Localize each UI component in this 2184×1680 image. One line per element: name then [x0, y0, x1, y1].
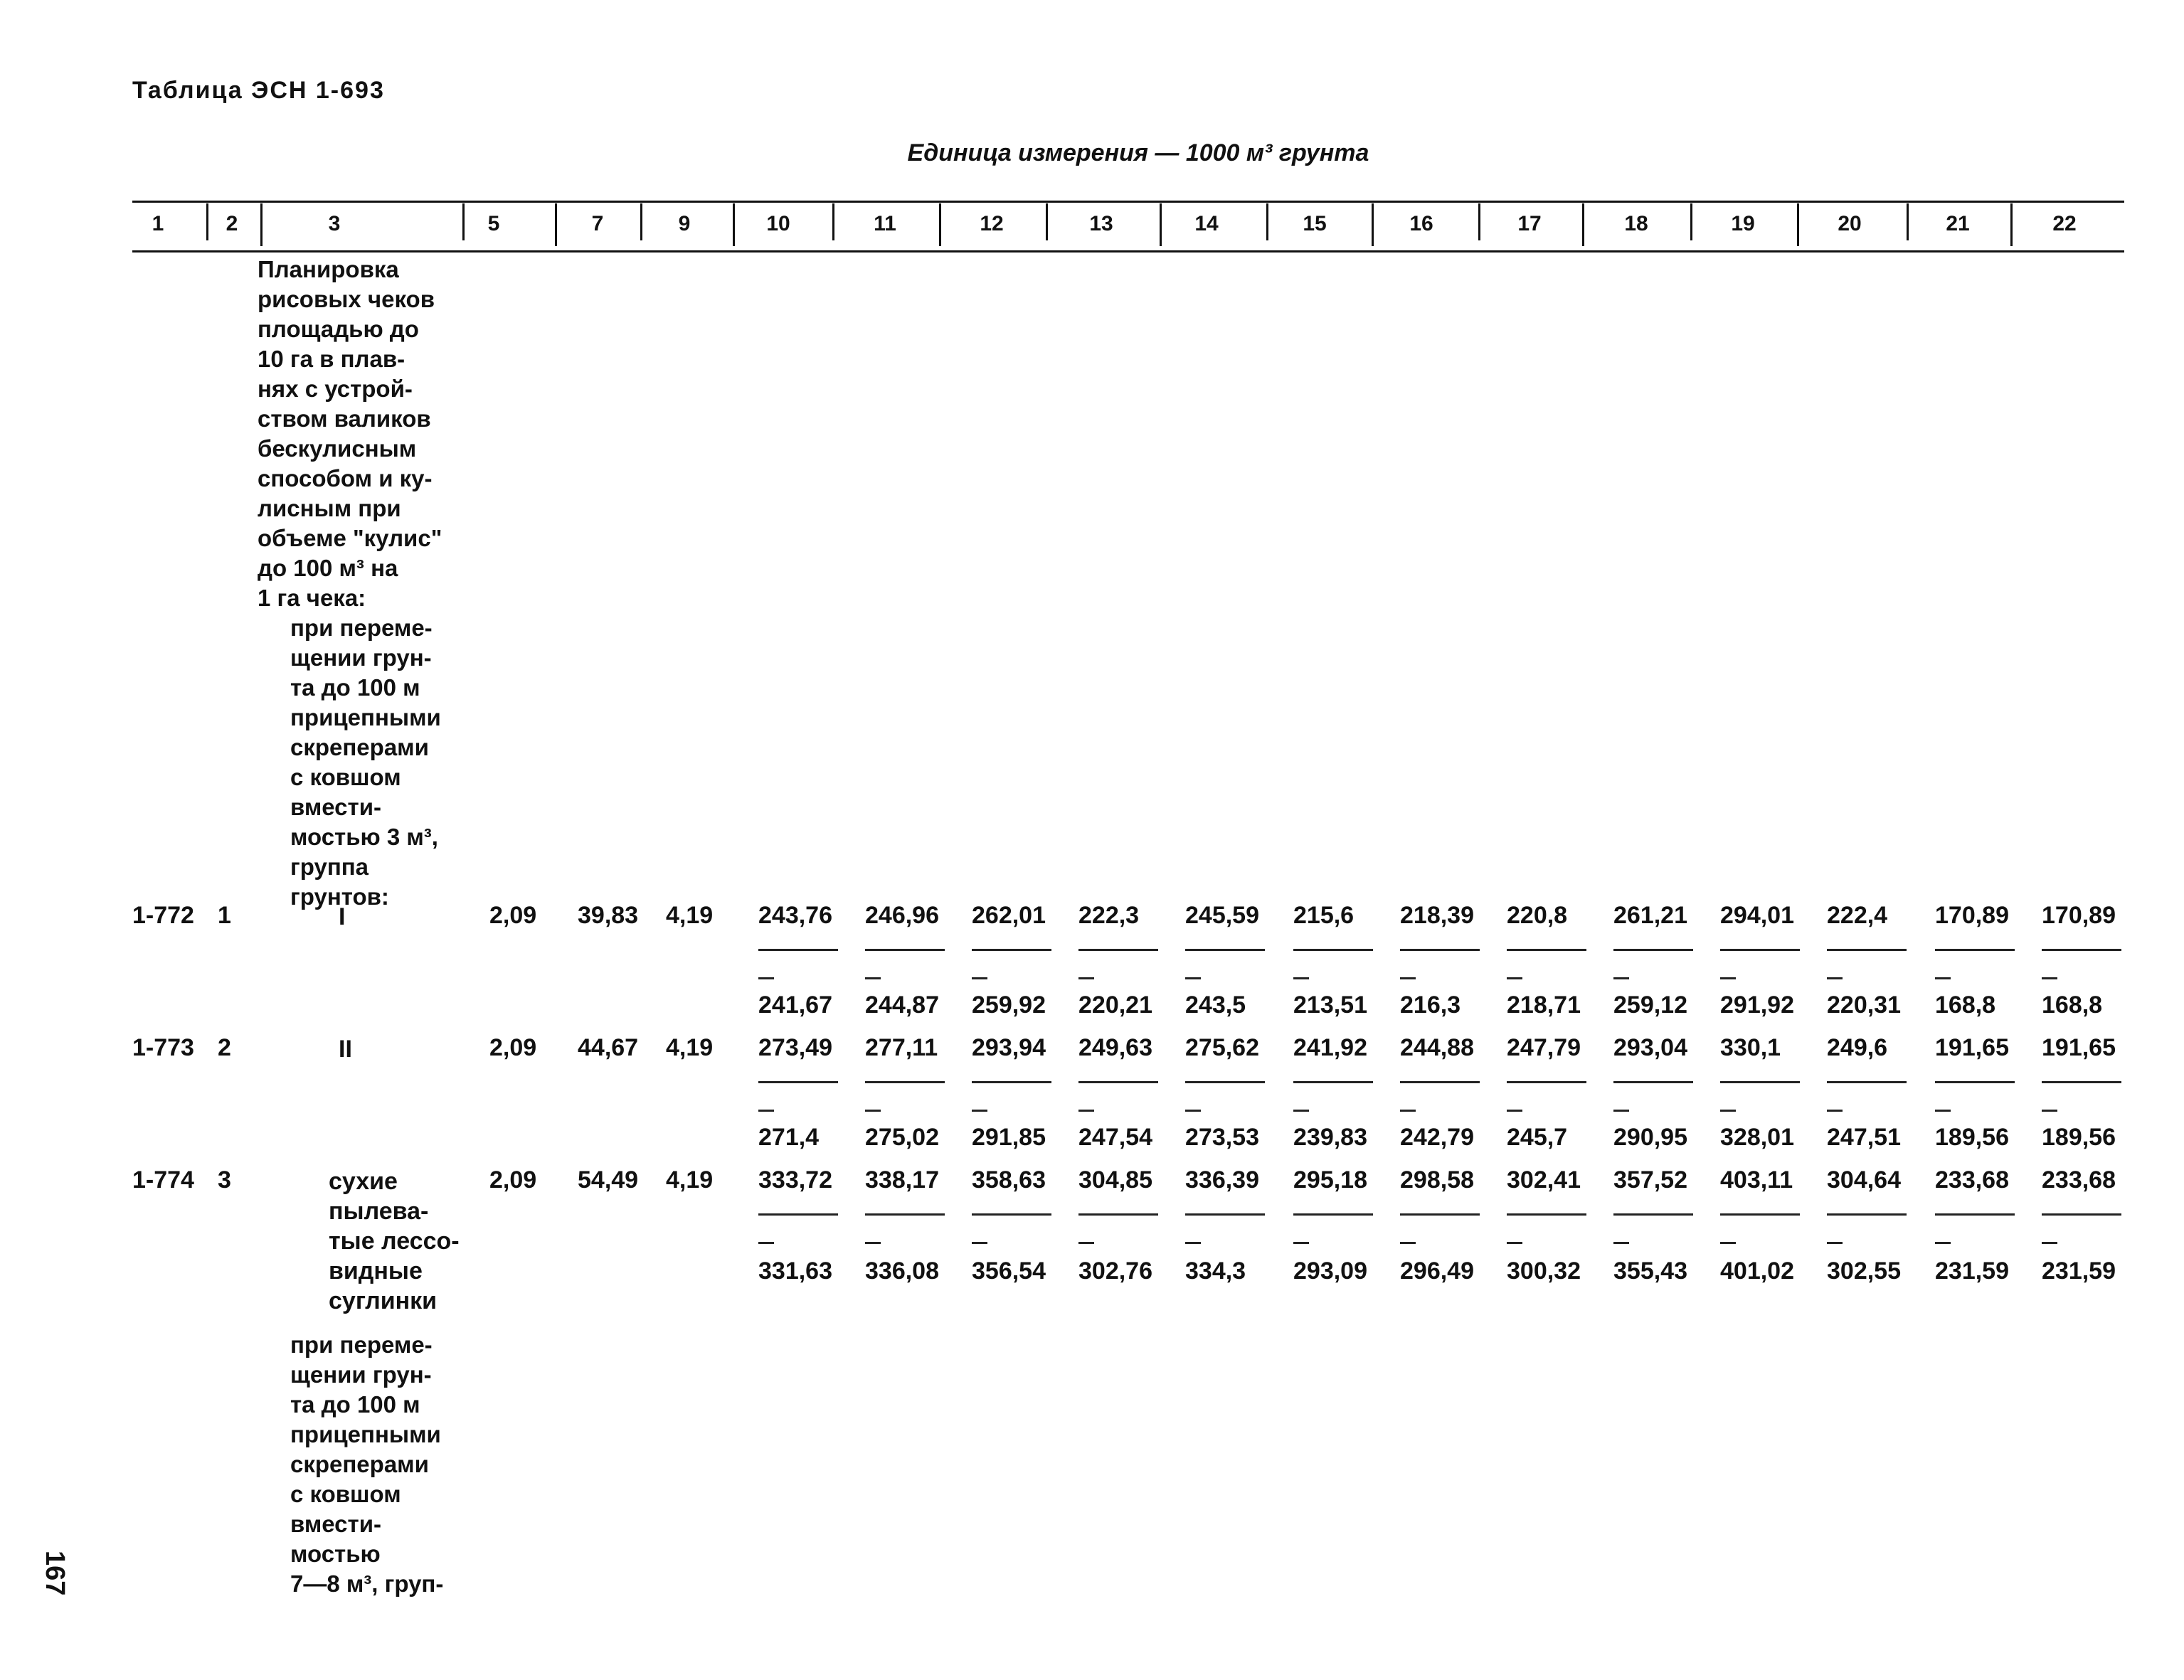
fraction-line [1827, 1213, 1907, 1216]
value-top: 222,3 [1078, 902, 1140, 929]
header-separator [462, 203, 465, 240]
value-bottom: 242,79 [1400, 1124, 1474, 1151]
fraction-dash [1613, 1110, 1629, 1112]
value-col-5: 2,09 [489, 902, 537, 929]
fraction-dash [1507, 1242, 1522, 1244]
fraction-line [865, 949, 945, 951]
fraction-line [2042, 949, 2121, 951]
value-top: 215,6 [1293, 902, 1355, 929]
header-separator [832, 203, 834, 240]
value-bottom: 328,01 [1720, 1124, 1794, 1151]
value-top: 246,96 [865, 902, 939, 929]
fraction-dash [1935, 1110, 1951, 1112]
fraction-line [1827, 949, 1907, 951]
fraction-dash [1293, 1110, 1309, 1112]
value-bottom: 247,51 [1827, 1124, 1901, 1151]
value-bottom: 189,56 [1935, 1124, 2009, 1151]
column-header: 21 [1946, 212, 1970, 235]
fraction-line [1507, 1081, 1586, 1083]
fraction-dash [1078, 1242, 1094, 1244]
fraction-line [1293, 1213, 1373, 1216]
soil-group: сухие пылева- тые лессо- видные суглинки [329, 1168, 460, 1314]
value-bottom: 273,53 [1185, 1124, 1259, 1151]
value-top: 275,62 [1185, 1034, 1259, 1061]
header-separator [1797, 203, 1799, 246]
column-header: 5 [487, 212, 500, 235]
fraction-dash [1185, 1242, 1201, 1244]
page-number: 167 [40, 1551, 70, 1596]
row-number: 2 [218, 1034, 231, 1061]
value-top: 277,11 [865, 1034, 938, 1061]
value-col-9: 4,19 [666, 1166, 714, 1193]
value-top: 295,18 [1293, 1166, 1367, 1193]
fraction-dash [1720, 1242, 1736, 1244]
fraction-line [1507, 949, 1586, 951]
value-bottom: 291,92 [1720, 991, 1794, 1019]
fraction-line [972, 1213, 1051, 1216]
row-number: 3 [218, 1166, 231, 1193]
value-top: 218,39 [1400, 902, 1474, 929]
value-top: 222,4 [1827, 902, 1888, 929]
fraction-line [865, 1213, 945, 1216]
value-top: 293,94 [972, 1034, 1046, 1061]
soil-group: II [339, 1036, 352, 1063]
value-top: 294,01 [1720, 902, 1794, 929]
fraction-line [1827, 1081, 1907, 1083]
fraction-line [1720, 1081, 1800, 1083]
fraction-line [1935, 1081, 2015, 1083]
fraction-dash [2042, 977, 2057, 979]
fraction-line [1078, 949, 1158, 951]
value-top: 302,41 [1507, 1166, 1581, 1193]
fraction-dash [1507, 1110, 1522, 1112]
header-separator [1160, 203, 1162, 246]
column-header: 9 [678, 212, 691, 235]
value-bottom: 259,12 [1613, 991, 1687, 1019]
value-bottom: 401,02 [1720, 1258, 1794, 1285]
fraction-line [1935, 949, 2015, 951]
fraction-dash [758, 1110, 774, 1112]
fraction-line [1720, 949, 1800, 951]
column-header: 7 [591, 212, 604, 235]
value-top: 403,11 [1720, 1166, 1793, 1193]
value-bottom: 275,02 [865, 1124, 939, 1151]
soil-group: I [339, 903, 346, 930]
value-col-5: 2,09 [489, 1034, 537, 1061]
value-bottom: 296,49 [1400, 1258, 1474, 1285]
unit-caption: Единица измерения — 1000 м³ грунта [907, 139, 1369, 166]
value-col-9: 4,19 [666, 1034, 714, 1061]
fraction-dash [1935, 1242, 1951, 1244]
norm-code: 1-772 [132, 902, 194, 929]
value-top: 304,64 [1827, 1166, 1901, 1193]
value-top: 241,92 [1293, 1034, 1367, 1061]
value-top: 191,65 [2042, 1034, 2116, 1061]
fraction-dash [2042, 1110, 2057, 1112]
fraction-dash [1185, 1110, 1201, 1112]
value-bottom: 300,32 [1507, 1258, 1581, 1285]
value-top: 293,04 [1613, 1034, 1687, 1061]
value-bottom: 220,31 [1827, 991, 1901, 1019]
value-top: 338,17 [865, 1166, 939, 1193]
fraction-line [1185, 1213, 1265, 1216]
value-top: 249,63 [1078, 1034, 1152, 1061]
value-bottom: 168,8 [2042, 991, 2103, 1019]
fraction-line [758, 949, 838, 951]
value-top: 333,72 [758, 1166, 832, 1193]
value-bottom: 231,59 [2042, 1258, 2116, 1285]
fraction-dash [1078, 1110, 1094, 1112]
fraction-line [1293, 1081, 1373, 1083]
fraction-line [2042, 1081, 2121, 1083]
fraction-line [1185, 949, 1265, 951]
fraction-dash [1720, 1110, 1736, 1112]
value-bottom: 220,21 [1078, 991, 1152, 1019]
value-bottom: 259,92 [972, 991, 1046, 1019]
fraction-dash [1613, 977, 1629, 979]
row-number: 1 [218, 902, 231, 929]
value-bottom: 168,8 [1935, 991, 1996, 1019]
header-separator [1690, 203, 1692, 240]
fraction-dash [1827, 977, 1843, 979]
fraction-dash [1827, 1242, 1843, 1244]
column-header: 18 [1624, 212, 1648, 235]
value-top: 249,6 [1827, 1034, 1888, 1061]
header-separator [640, 203, 642, 240]
header-separator [555, 203, 557, 246]
fraction-line [1507, 1213, 1586, 1216]
value-top: 273,49 [758, 1034, 832, 1061]
header-separator [260, 203, 263, 246]
value-bottom: 239,83 [1293, 1124, 1367, 1151]
value-col-9: 4,19 [666, 902, 714, 929]
value-bottom: 189,56 [2042, 1124, 2116, 1151]
value-top: 330,1 [1720, 1034, 1781, 1061]
value-bottom: 247,54 [1078, 1124, 1152, 1151]
header-separator [1907, 203, 1909, 240]
value-col-7: 54,49 [578, 1166, 639, 1193]
fraction-dash [1720, 977, 1736, 979]
value-top: 191,65 [1935, 1034, 2009, 1061]
fraction-dash [865, 977, 881, 979]
fraction-line [758, 1213, 838, 1216]
column-header: 19 [1731, 212, 1755, 235]
fraction-dash [1613, 1242, 1629, 1244]
value-top: 170,89 [1935, 902, 2009, 929]
value-bottom: 241,67 [758, 991, 832, 1019]
value-bottom: 271,4 [758, 1124, 820, 1151]
fraction-line [1935, 1213, 2015, 1216]
fraction-dash [1293, 1242, 1309, 1244]
fraction-line [972, 1081, 1051, 1083]
column-header: 1 [152, 212, 164, 235]
fraction-line [1613, 1213, 1693, 1216]
column-header: 2 [226, 212, 238, 235]
fraction-line [865, 1081, 945, 1083]
value-top: 261,21 [1613, 902, 1687, 929]
header-separator [1372, 203, 1374, 246]
header-separator [2010, 203, 2013, 246]
value-bottom: 290,95 [1613, 1124, 1687, 1151]
header-top-rule [132, 201, 2124, 203]
value-top: 243,76 [758, 902, 832, 929]
value-bottom: 291,85 [972, 1124, 1046, 1151]
column-header: 3 [328, 212, 341, 235]
table-title: Таблица ЭСН 1-693 [132, 77, 385, 104]
column-header: 20 [1838, 212, 1862, 235]
fraction-dash [972, 1242, 987, 1244]
column-header: 10 [766, 212, 790, 235]
value-bottom: 356,54 [972, 1258, 1046, 1285]
column-header: 16 [1409, 212, 1433, 235]
fraction-dash [1293, 977, 1309, 979]
method-description-3m3: при переме- щении грун- та до 100 м прицепными скреперами с ковшом вмести- мостью 3 м³, группа грунтов: [290, 615, 441, 910]
value-bottom: 216,3 [1400, 991, 1461, 1019]
fraction-line [1078, 1213, 1158, 1216]
fraction-dash [2042, 1242, 2057, 1244]
fraction-line [1078, 1081, 1158, 1083]
value-bottom: 355,43 [1613, 1258, 1687, 1285]
fraction-dash [1185, 977, 1201, 979]
value-top: 304,85 [1078, 1166, 1152, 1193]
value-top: 298,58 [1400, 1166, 1474, 1193]
value-bottom: 213,51 [1293, 991, 1367, 1019]
fraction-dash [1400, 977, 1416, 979]
value-col-7: 39,83 [578, 902, 639, 929]
fraction-dash [865, 1110, 881, 1112]
fraction-line [758, 1081, 838, 1083]
column-header: 15 [1303, 212, 1327, 235]
value-top: 358,63 [972, 1166, 1046, 1193]
header-separator [1046, 203, 1048, 240]
value-bottom: 218,71 [1507, 991, 1581, 1019]
fraction-line [1293, 949, 1373, 951]
header-separator [1478, 203, 1480, 240]
value-bottom: 334,3 [1185, 1258, 1246, 1285]
header-separator [733, 203, 735, 246]
value-bottom: 243,5 [1185, 991, 1246, 1019]
value-top: 170,89 [2042, 902, 2116, 929]
norm-code: 1-773 [132, 1034, 194, 1061]
column-header: 11 [874, 212, 896, 235]
header-separator [1266, 203, 1268, 240]
fraction-dash [1507, 977, 1522, 979]
value-bottom: 245,7 [1507, 1124, 1568, 1151]
value-top: 233,68 [1935, 1166, 2009, 1193]
value-top: 336,39 [1185, 1166, 1259, 1193]
fraction-dash [1827, 1110, 1843, 1112]
fraction-line [2042, 1213, 2121, 1216]
column-header: 12 [980, 212, 1004, 235]
method-description-7-8m3: при переме- щении грун- та до 100 м прицепными скреперами с ковшом вмести- мостью 7—8 м³, груп- [290, 1331, 444, 1597]
value-bottom: 302,76 [1078, 1258, 1152, 1285]
fraction-dash [758, 1242, 774, 1244]
norm-code: 1-774 [132, 1166, 194, 1193]
value-col-5: 2,09 [489, 1166, 537, 1193]
work-description: Планировка рисовых чеков площадью до 10 га в плав- нях с устрой- ством валиков бескулисным способом и ку- лисным при объеме "кулис" до 100 м³ на 1 га чека: [258, 256, 442, 611]
fraction-dash [972, 1110, 987, 1112]
fraction-dash [1935, 977, 1951, 979]
fraction-dash [1078, 977, 1094, 979]
fraction-line [1613, 1081, 1693, 1083]
value-bottom: 331,63 [758, 1258, 832, 1285]
value-bottom: 302,55 [1827, 1258, 1901, 1285]
header-separator [1582, 203, 1584, 246]
value-top: 245,59 [1185, 902, 1259, 929]
column-header: 13 [1089, 212, 1113, 235]
value-bottom: 293,09 [1293, 1258, 1367, 1285]
fraction-line [1720, 1213, 1800, 1216]
fraction-dash [1400, 1110, 1416, 1112]
header-separator [939, 203, 941, 246]
fraction-dash [1400, 1242, 1416, 1244]
fraction-line [1400, 949, 1480, 951]
value-top: 244,88 [1400, 1034, 1474, 1061]
fraction-dash [758, 977, 774, 979]
value-bottom: 231,59 [1935, 1258, 2009, 1285]
fraction-line [1400, 1213, 1480, 1216]
fraction-dash [865, 1242, 881, 1244]
value-top: 247,79 [1507, 1034, 1581, 1061]
value-top: 220,8 [1507, 902, 1568, 929]
column-header: 14 [1194, 212, 1219, 235]
value-col-7: 44,67 [578, 1034, 639, 1061]
fraction-line [1185, 1081, 1265, 1083]
fraction-line [1400, 1081, 1480, 1083]
column-header: 22 [2052, 212, 2077, 235]
value-top: 233,68 [2042, 1166, 2116, 1193]
value-bottom: 244,87 [865, 991, 939, 1019]
value-top: 357,52 [1613, 1166, 1687, 1193]
column-header: 17 [1517, 212, 1542, 235]
fraction-line [972, 949, 1051, 951]
header-bottom-rule [132, 250, 2124, 252]
fraction-dash [972, 977, 987, 979]
value-bottom: 336,08 [865, 1258, 939, 1285]
fraction-line [1613, 949, 1693, 951]
value-top: 262,01 [972, 902, 1046, 929]
